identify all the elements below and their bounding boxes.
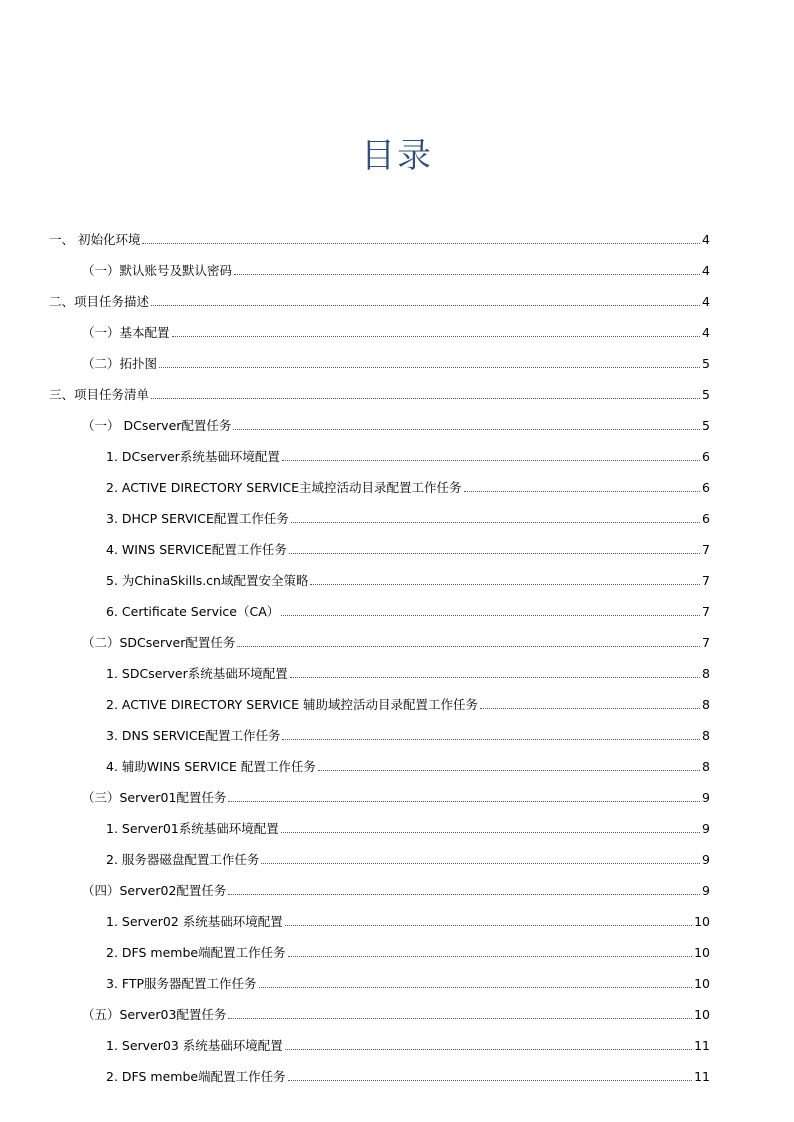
toc-entry[interactable] xyxy=(82,349,710,373)
toc-dot-leader xyxy=(233,428,700,430)
toc-entry-page: 4 xyxy=(702,294,710,309)
toc-entry-page: 10 xyxy=(694,945,710,960)
toc-entry[interactable] xyxy=(106,1031,710,1055)
toc-entry-page: 4 xyxy=(702,325,710,340)
toc-dot-leader xyxy=(464,490,701,492)
toc-dot-leader xyxy=(290,676,700,678)
toc-entry-label: 4. WINS SERVICE配置工作任务 xyxy=(106,542,287,557)
toc-dot-leader xyxy=(151,304,700,306)
toc-entry[interactable] xyxy=(106,938,710,962)
toc-entry[interactable] xyxy=(82,876,710,900)
toc-dot-leader xyxy=(261,862,700,864)
toc-entry-label: （四）Server02配置任务 xyxy=(82,883,227,898)
toc-entry[interactable] xyxy=(106,442,710,466)
toc-entry-page: 4 xyxy=(702,263,710,278)
toc-entry[interactable] xyxy=(82,256,710,280)
toc-entry-label: （五）Server03配置任务 xyxy=(82,1007,227,1022)
toc-entry-label: （一）基本配置 xyxy=(82,325,170,340)
toc-entry[interactable] xyxy=(82,628,710,652)
toc-entry-label: 1. Server01系统基础环境配置 xyxy=(106,821,279,836)
page-title: 目录 xyxy=(361,136,433,176)
toc-dot-leader xyxy=(237,645,700,647)
toc-entry[interactable] xyxy=(82,783,710,807)
toc-dot-leader xyxy=(291,521,700,523)
toc-entry-label: 1. SDCserver系统基础环境配置 xyxy=(106,666,288,681)
toc-entry[interactable] xyxy=(106,969,710,993)
toc-entry-page: 6 xyxy=(702,511,710,526)
toc-entry-page: 8 xyxy=(702,666,710,681)
toc-dot-leader xyxy=(281,831,700,833)
toc-entry-label: 2. DFS membe端配置工作任务 xyxy=(106,1069,286,1084)
toc-entry-label: 2. ACTIVE DIRECTORY SERVICE 辅助域控活动目录配置工作任务 xyxy=(106,697,478,712)
toc-entry[interactable] xyxy=(106,566,710,590)
toc-entry-label: 1. DCserver系统基础环境配置 xyxy=(106,449,280,464)
toc-entry[interactable] xyxy=(106,814,710,838)
toc-entry-label: 5. 为ChinaSkills.cn域配置安全策略 xyxy=(106,573,309,588)
toc-dot-leader xyxy=(282,738,700,740)
toc-dot-leader xyxy=(259,986,693,988)
toc-entry-page: 8 xyxy=(702,759,710,774)
toc-dot-leader xyxy=(151,397,700,399)
toc-dot-leader xyxy=(172,335,700,337)
toc-entry[interactable] xyxy=(106,1062,710,1086)
toc-entry-label: 一、 初始化环境 xyxy=(49,232,141,247)
toc-entry[interactable] xyxy=(106,845,710,869)
toc-dot-leader xyxy=(310,583,700,585)
toc-entry[interactable] xyxy=(106,690,710,714)
toc-entry[interactable] xyxy=(82,1000,710,1024)
toc-dot-leader xyxy=(228,1017,692,1019)
toc-entry-label: （三）Server01配置任务 xyxy=(82,790,227,805)
toc-entry-label: 三、项目任务清单 xyxy=(49,387,150,402)
toc-entry-label: 4. 辅助WINS SERVICE 配置工作任务 xyxy=(106,759,316,774)
toc-entry-page: 7 xyxy=(702,604,710,619)
toc-dot-leader xyxy=(285,924,692,926)
toc-entry-label: 3. DNS SERVICE配置工作任务 xyxy=(106,728,281,743)
toc-entry[interactable] xyxy=(82,318,710,342)
toc-dot-leader xyxy=(289,552,700,554)
toc-entry[interactable] xyxy=(106,752,710,776)
toc-dot-leader xyxy=(288,1079,693,1081)
toc-entry-label: 2. DFS membe端配置工作任务 xyxy=(106,945,286,960)
toc-entry-page: 5 xyxy=(702,418,710,433)
toc-dot-leader xyxy=(281,614,700,616)
toc-entry-page: 9 xyxy=(702,883,710,898)
toc-entry[interactable] xyxy=(49,225,710,249)
toc-entry-label: 1. Server03 系统基础环境配置 xyxy=(106,1038,283,1053)
toc-dot-leader xyxy=(282,459,700,461)
toc-entry-label: 6. Certificate Service（CA） xyxy=(106,604,280,619)
toc-entry[interactable] xyxy=(106,659,710,683)
toc-dot-leader xyxy=(228,800,700,802)
toc-entry-label: （二）拓扑图 xyxy=(82,356,158,371)
toc-entry-label: 二、项目任务描述 xyxy=(49,294,150,309)
toc-dot-leader xyxy=(285,1048,692,1050)
toc-dot-leader xyxy=(288,955,693,957)
toc-entry-page: 11 xyxy=(694,1069,710,1084)
toc-dot-leader xyxy=(480,707,700,709)
toc-dot-leader xyxy=(318,769,700,771)
toc-entry[interactable] xyxy=(82,411,710,435)
toc-entry[interactable] xyxy=(106,907,710,931)
toc-entry-label: 3. FTP服务器配置工作任务 xyxy=(106,976,257,991)
toc-entry-page: 4 xyxy=(702,232,710,247)
toc-entry-page: 5 xyxy=(702,387,710,402)
toc-entry-page: 7 xyxy=(702,635,710,650)
toc-entry-label: （一） DCserver配置任务 xyxy=(82,418,232,433)
toc-entry-page: 10 xyxy=(694,1007,710,1022)
toc-entry-label: （二）SDCserver配置任务 xyxy=(82,635,236,650)
toc-dot-leader xyxy=(234,273,700,275)
toc-entry-label: 2. 服务器磁盘配置工作任务 xyxy=(106,852,260,867)
toc-entry-page: 5 xyxy=(702,356,710,371)
toc-entry-page: 9 xyxy=(702,852,710,867)
toc-entry-page: 7 xyxy=(702,542,710,557)
toc-entry-label: （一）默认账号及默认密码 xyxy=(82,263,233,278)
toc-entry[interactable] xyxy=(106,535,710,559)
toc-dot-leader xyxy=(228,893,700,895)
toc-entry[interactable] xyxy=(49,380,710,404)
toc-entry-page: 10 xyxy=(694,914,710,929)
toc-entry[interactable] xyxy=(49,287,710,311)
toc-entry[interactable] xyxy=(106,597,710,621)
toc-entry-page: 6 xyxy=(702,449,710,464)
toc-entry-page: 8 xyxy=(702,697,710,712)
toc-entry-label: 1. Server02 系统基础环境配置 xyxy=(106,914,283,929)
toc-dot-leader xyxy=(142,242,700,244)
toc-entry-label: 2. ACTIVE DIRECTORY SERVICE主域控活动目录配置工作任务 xyxy=(106,480,462,495)
toc-entry[interactable] xyxy=(106,504,710,528)
toc-entry-page: 11 xyxy=(694,1038,710,1053)
toc-entry-page: 9 xyxy=(702,790,710,805)
toc-entry-page: 9 xyxy=(702,821,710,836)
toc-entry[interactable] xyxy=(106,473,710,497)
toc-entry-page: 8 xyxy=(702,728,710,743)
toc-entry-page: 10 xyxy=(694,976,710,991)
toc-dot-leader xyxy=(159,366,700,368)
toc-entry-label: 3. DHCP SERVICE配置工作任务 xyxy=(106,511,289,526)
toc-entry-page: 6 xyxy=(702,480,710,495)
toc-entry-page: 7 xyxy=(702,573,710,588)
toc-entry[interactable] xyxy=(106,721,710,745)
